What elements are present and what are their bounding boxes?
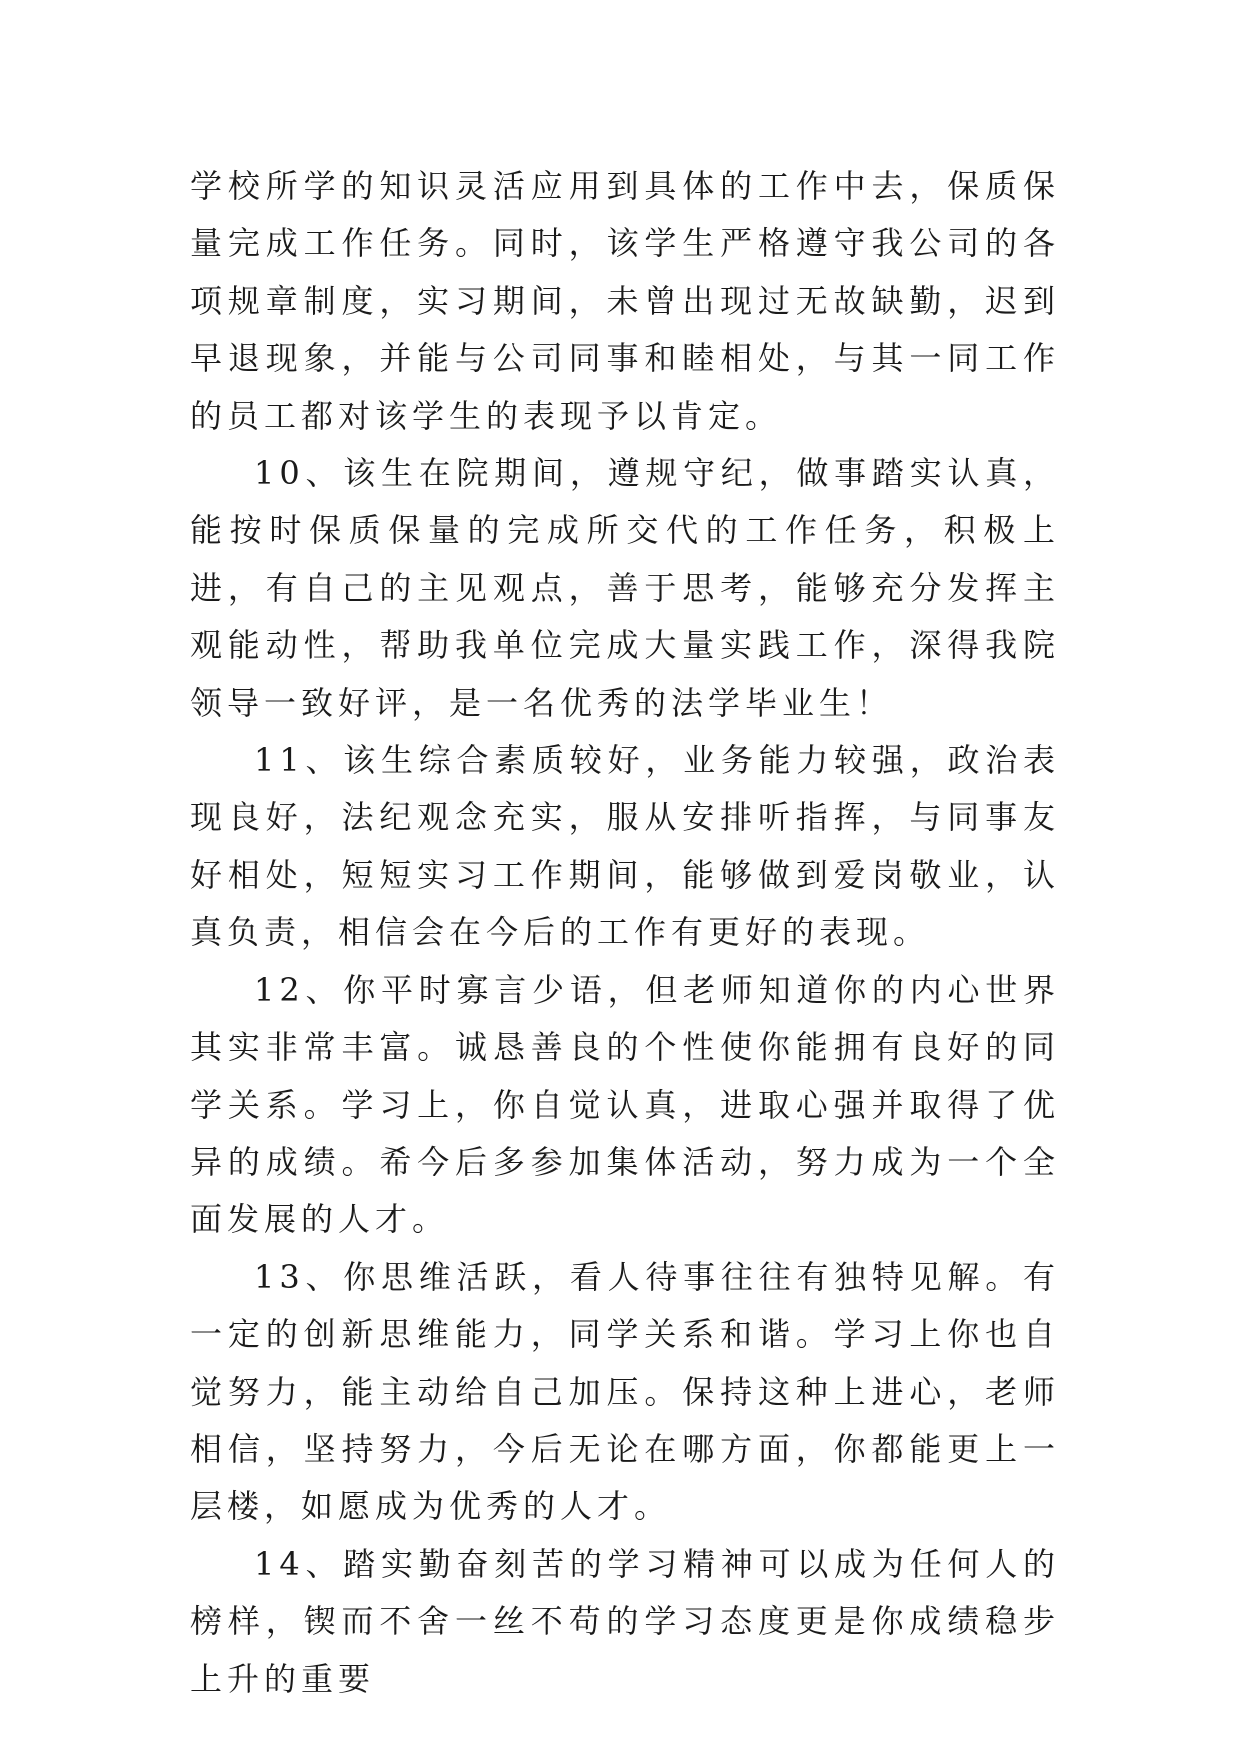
paragraph-item-12: 12、你平时寡言少语，但老师知道你的内心世界其实非常丰富。诚恳善良的个性使你能拥有良好的同学关系。学习上，你自觉认真，进取心强并取得了优异的成绩。希今后多参加集体活动，努力成为一个全面发展的人才。	[190, 970, 1060, 1239]
paragraph-item-11: 11、该生综合素质较好，业务能力较强，政治表现良好，法纪观念充实，服从安排听指挥，与同事友好相处，短短实习工作期间，能够做到爱岗敬业，认真负责，相信会在今后的工作有更好的表现。	[190, 741, 1060, 952]
paragraph-item-13: 13、你思维活跃，看人待事往往有独特见解。有一定的创新思维能力，同学关系和谐。学习上你也自觉努力，能主动给自己加压。保持这种上进心，老师相信，坚持努力，今后无论在哪方面，你都能更上一层楼，如愿成为优秀的人才。	[190, 1257, 1060, 1526]
paragraph-continued: 学校所学的知识灵活应用到具体的工作中去，保质保量完成工作任务。同时，该学生严格遵守我公司的各项规章制度，实习期间，未曾出现过无故缺勤，迟到早退现象，并能与公司同事和睦相处，与其一同工作的员工都对该学生的表现予以肯定。	[190, 167, 1060, 435]
document-body	[190, 158, 1060, 1708]
paragraph-item-14: 14、踏实勤奋刻苦的学习精神可以成为任何人的榜样，锲而不舍一丝不苟的学习态度更是你成绩稳步上升的重要	[190, 1544, 1060, 1698]
paragraph-item-10: 10、该生在院期间，遵规守纪，做事踏实认真，能按时保质保量的完成所交代的工作任务，积极上进，有自己的主见观点，善于思考，能够充分发挥主观能动性，帮助我单位完成大量实践工作，深得我院领导一致好评，是一名优秀的法学毕业生！	[190, 454, 1060, 722]
